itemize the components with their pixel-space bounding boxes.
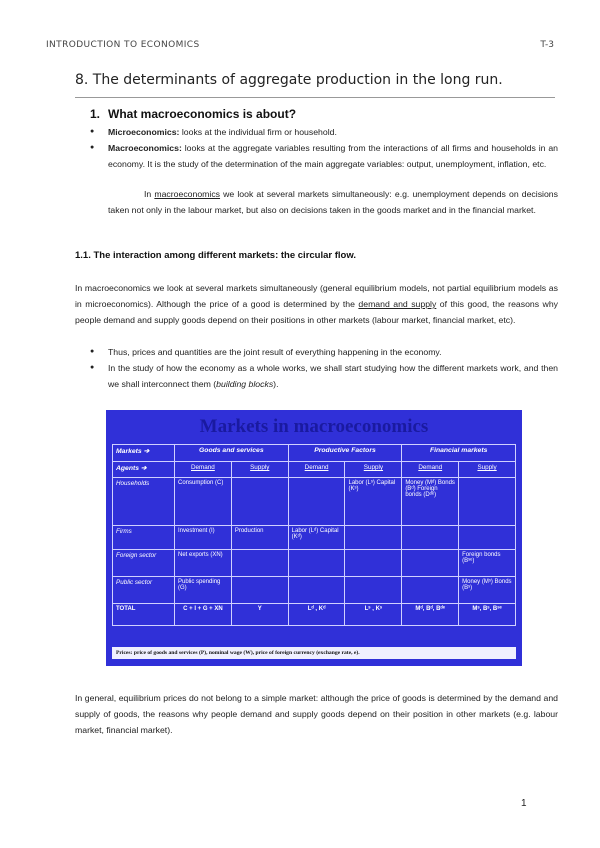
agent-foreign: Foreign sector xyxy=(113,550,175,577)
subhead: Demand xyxy=(402,462,459,478)
table-cell: Net exports (XN) xyxy=(175,550,232,577)
closing-paragraph: In general, equilibrium prices do not belong to a simple market: although the price of goods is determined by the demand and supply of goods, the reasons why people demand and supply goods depend on their position in other markets (e.g. labour market, financial market). xyxy=(75,693,558,735)
section-divider xyxy=(75,97,555,98)
list-item xyxy=(90,360,558,392)
table-row xyxy=(113,550,516,577)
table-cell xyxy=(231,577,288,604)
table-cell xyxy=(231,478,288,526)
list-item: ● Thus, prices and quantities are the joint result of everything happening in the economy. xyxy=(90,344,558,360)
markets-figure xyxy=(106,410,522,666)
table-cell: Labor (Lᵈ) Capital (Kᵈ) xyxy=(288,526,345,550)
table-cell xyxy=(288,478,345,526)
term-micro: Microeconomics: xyxy=(108,127,180,137)
table-cell xyxy=(288,577,345,604)
definition-list xyxy=(90,124,558,172)
table-cell: Y xyxy=(231,604,288,626)
table-cell: Mˢ, Bˢ, Bˢᵉ xyxy=(459,604,516,626)
list-item-micro xyxy=(90,124,558,140)
points-list xyxy=(90,344,558,392)
figure-title-part: Markets in xyxy=(199,416,294,437)
table-cell xyxy=(402,550,459,577)
category-factors: Productive Factors xyxy=(288,445,402,462)
category-financial: Financial markets xyxy=(402,445,516,462)
table-cell xyxy=(345,526,402,550)
figure-prices-note: Prices: price of goods and services (P), nominal wage (W), price of foreign currency (exchange rate, e). xyxy=(112,647,516,659)
table-cell xyxy=(402,577,459,604)
agent-public: Public sector xyxy=(113,577,175,604)
table-cell: Public spending (G) xyxy=(175,577,232,604)
emphasis-building-blocks: building blocks xyxy=(216,379,274,389)
para-text: we look at several markets simultaneously: e.g. unemployment depends on decisions taken not only in the labour market, but also on decisions taken in the goods market and in the financial market. xyxy=(108,189,558,215)
table-cell: Production xyxy=(231,526,288,550)
table-row xyxy=(113,462,516,478)
table-row xyxy=(113,526,516,550)
table-cell: Lᵈ , Kᵈ xyxy=(288,604,345,626)
item-text: ). xyxy=(273,379,279,389)
def-micro: looks at the individual firm or household. xyxy=(179,127,337,137)
subsection-number: 1. xyxy=(90,107,101,121)
table-row xyxy=(113,478,516,526)
table-cell: Foreign bonds (Bˢᵉ) xyxy=(459,550,516,577)
table-cell xyxy=(288,550,345,577)
agents-label: Agents ➔ xyxy=(113,462,175,478)
subhead: Supply xyxy=(231,462,288,478)
table-cell: Investment (I) xyxy=(175,526,232,550)
subsection-title: What macroeconomics is about? xyxy=(108,107,297,121)
demand-supply-link[interactable]: demand and supply xyxy=(358,299,437,309)
subhead: Demand xyxy=(175,462,232,478)
table-cell: Money (Mᵈ) Bonds (Bᵈ) Foreign bonds (Dᵈᵉ) xyxy=(402,478,459,526)
table-cell xyxy=(402,526,459,550)
para-text: In xyxy=(144,189,155,199)
table-cell xyxy=(459,478,516,526)
markets-label: Markets ➔ xyxy=(113,445,175,462)
table-cell: Lˢ , Kˢ xyxy=(345,604,402,626)
table-row xyxy=(113,577,516,604)
term-macro: Macroeconomics: xyxy=(108,143,182,153)
total-label: TOTAL xyxy=(113,604,175,626)
macroeconomics-link[interactable]: macroeconomics xyxy=(154,189,221,199)
table-cell: Labor (Lˢ) Capital (Kˢ) xyxy=(345,478,402,526)
subhead: Demand xyxy=(288,462,345,478)
section-title: 8. The determinants of aggregate production in the long run. xyxy=(75,72,503,88)
table-cell: Mᵈ, Bᵈ, Bᵈᵉ xyxy=(402,604,459,626)
markets-table xyxy=(112,444,516,626)
table-cell: Consumption (C) xyxy=(175,478,232,526)
item-text: In the study of how the economy as a whole works, we shall start studying how the different markets work, and then we shall interconnect them ( xyxy=(108,363,558,389)
def-macro: looks at the aggregate variables resulting from the interactions of all firms and households in an economy. It is the study of the determination of the main aggregate variables: output, unemployment, inflation, etc. xyxy=(108,143,558,169)
category-goods: Goods and services xyxy=(175,445,289,462)
running-header-chapter: T-3 xyxy=(540,40,554,50)
figure-title-part: macroeconomics xyxy=(293,416,429,437)
table-cell xyxy=(345,550,402,577)
subsection-heading-1-1: 1.1. The interaction among different markets: the circular flow. xyxy=(75,250,357,261)
table-row-total xyxy=(113,604,516,626)
paragraph-macro xyxy=(108,186,558,218)
figure-title xyxy=(106,416,522,438)
agent-firms: Firms xyxy=(113,526,175,550)
table-cell: Money (Mˢ) Bonds (Bˢ) xyxy=(459,577,516,604)
list-item-macro xyxy=(90,140,558,172)
subhead: Supply xyxy=(459,462,516,478)
subsection-heading-1 xyxy=(90,107,296,121)
running-header-title: INTRODUCTION TO ECONOMICS xyxy=(46,40,200,50)
table-cell xyxy=(345,577,402,604)
table-cell xyxy=(459,526,516,550)
paragraph-circular-flow xyxy=(75,280,558,328)
para-text: In macroeconomics we look at several markets simultaneously (general equilibrium models, not partial equilibrium models as in microeconomics). Although the price of a good is determined by the xyxy=(75,283,558,309)
page-number: 1 xyxy=(521,798,527,809)
subhead: Supply xyxy=(345,462,402,478)
table-cell xyxy=(231,550,288,577)
table-row xyxy=(113,445,516,462)
table-cell: C + I + G + XN xyxy=(175,604,232,626)
agent-households: Households xyxy=(113,478,175,526)
para-text: of this good, the reasons why people demand and supply goods depend on their positions in other markets (labour market, financial market, etc). xyxy=(75,299,558,325)
